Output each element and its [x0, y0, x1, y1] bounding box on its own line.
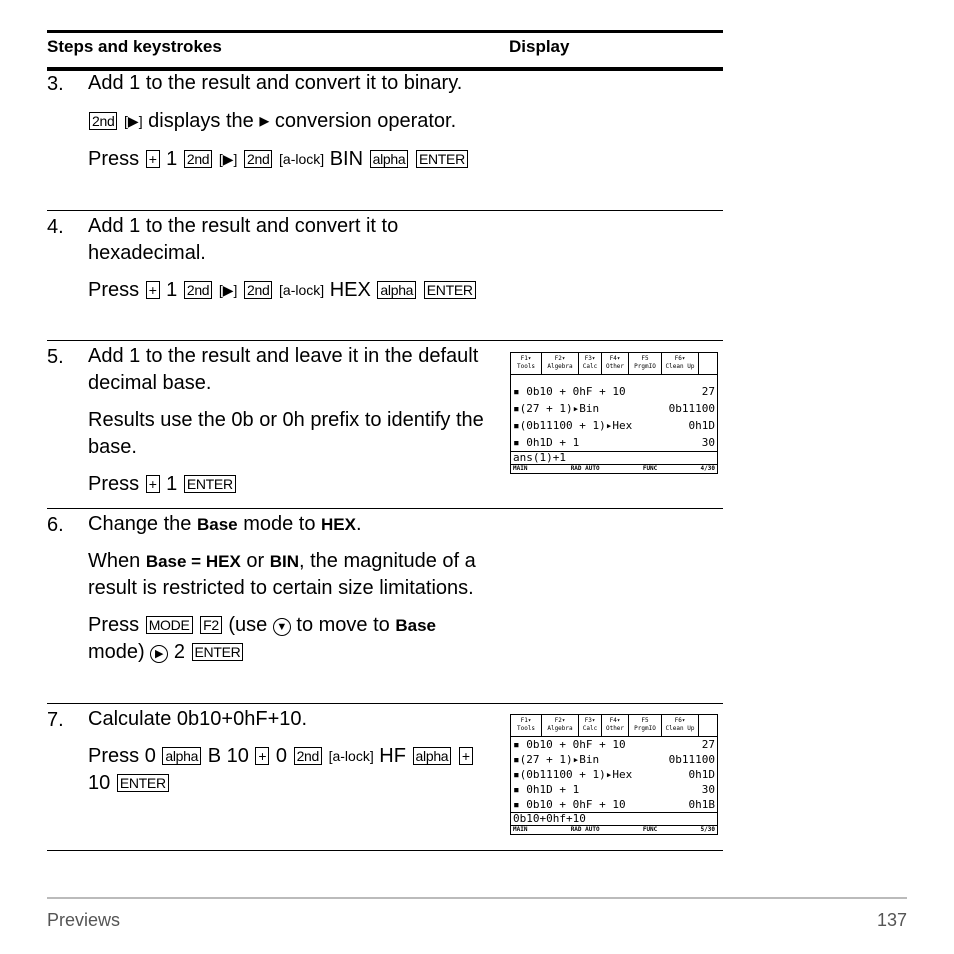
- row-divider: [47, 210, 723, 211]
- toolbar-f1: F1▾ Tools: [511, 353, 542, 374]
- step-number: 4.: [47, 216, 64, 238]
- header-top-rule: [47, 30, 723, 33]
- step-number: 5.: [47, 346, 64, 368]
- calc-toolbar: [511, 715, 717, 737]
- calculator-screen: [510, 352, 718, 474]
- key-2nd: 2nd: [294, 747, 322, 765]
- row-divider: [47, 850, 723, 851]
- key-plus: +: [146, 281, 160, 299]
- toolbar-f4: F4▾ Other: [602, 715, 629, 736]
- key-right: [▶]: [218, 151, 238, 167]
- step-title: Add 1 to the result and convert it to hexadecimal.: [88, 215, 399, 264]
- step-number: 3.: [47, 73, 64, 95]
- key-alock: [a-lock]: [328, 748, 374, 764]
- history-row: ▪ 0b10 + 0hF + 10 0h1B: [513, 798, 715, 811]
- row-divider: [47, 703, 723, 704]
- history-row: ▪(27 + 1)▸Bin 0b11100: [513, 753, 715, 766]
- key-enter: ENTER: [184, 475, 236, 493]
- status-line: MAIN RAD AUTO FUNC 5/30: [511, 825, 717, 834]
- key-alock: [a-lock]: [279, 151, 325, 167]
- toolbar-f2: F2▾ Algebra: [542, 715, 579, 736]
- page-number: 137: [876, 910, 907, 930]
- step-5: [88, 343, 498, 498]
- step-4: [88, 213, 498, 304]
- toolbar-f6: F6▾ Clean Up: [662, 353, 699, 374]
- step-title: Calculate 0b10+0hF+10.: [88, 708, 308, 730]
- key-alpha: alpha: [413, 747, 452, 765]
- key-plus: +: [146, 150, 160, 168]
- step-press: Press + 1 2nd [▶] 2nd [a-lock] HEX alpha ENTER: [88, 277, 498, 304]
- key-plus: +: [146, 475, 160, 493]
- step-press: Press 0 alpha B 10 + 0 2nd [a-lock] HF alpha + 10 ENTER: [88, 743, 498, 797]
- toolbar-f3: F3▾ Calc: [579, 353, 602, 374]
- step-note: When Base = HEX or BIN, the magnitude of a result is restricted to certain size limitations.: [88, 550, 476, 599]
- step-title: Add 1 to the result and leave it in the default decimal base.: [88, 345, 479, 394]
- row-divider: [47, 340, 723, 341]
- toolbar-f3: F3▾ Calc: [579, 715, 602, 736]
- step-number: 6.: [47, 514, 64, 536]
- footer-section: Previews: [47, 910, 121, 930]
- key-enter: ENTER: [424, 281, 476, 299]
- status-line: MAIN RAD AUTO FUNC 4/30: [511, 464, 717, 473]
- key-2nd: 2nd: [244, 281, 272, 299]
- key-alock: [a-lock]: [279, 282, 325, 298]
- key-enter: ENTER: [117, 774, 169, 792]
- toolbar-f5: F5 PrgmIO: [629, 715, 662, 736]
- entry-line: ans(1)+1: [511, 451, 717, 464]
- step-press: Press MODE F2 (use ▼ to move to Base mode) ▶ 2 ENTER: [88, 614, 436, 663]
- key-mode: MODE: [146, 616, 193, 634]
- key-plus: +: [255, 747, 269, 765]
- step-press: Press + 1 2nd [▶] 2nd [a-lock] BIN alpha ENTER: [88, 146, 498, 173]
- entry-line: 0b10+0hf+10: [511, 812, 717, 825]
- calc-toolbar: [511, 353, 717, 375]
- key-2nd: 2nd: [184, 281, 212, 299]
- history-row: ▪(27 + 1)▸Bin 0b11100: [513, 402, 715, 415]
- row-divider: [47, 508, 723, 509]
- footer-rule: [47, 897, 907, 899]
- step-desc: 2nd [▶] displays the ▸ conversion operator.: [88, 108, 498, 135]
- toolbar-f2: F2▾ Algebra: [542, 353, 579, 374]
- history-row: ▪ 0h1D + 1 30: [513, 436, 715, 449]
- toolbar-f5: F5 PrgmIO: [629, 353, 662, 374]
- step-6: [88, 511, 498, 666]
- step-number: 7.: [47, 709, 64, 731]
- calculator-screen: [510, 714, 718, 835]
- step-3: [88, 70, 498, 173]
- step-7: [88, 706, 498, 797]
- header-steps: Steps and keystrokes: [47, 37, 222, 56]
- header-display: Display: [509, 37, 570, 56]
- step-note: Results use the 0b or 0h prefix to identify the base.: [88, 409, 484, 458]
- key-2nd: 2nd: [244, 150, 272, 168]
- cursor-down-icon: ▼: [273, 618, 291, 636]
- cursor-right-icon: ▶: [150, 645, 168, 663]
- history-row: ▪ 0h1D + 1 30: [513, 783, 715, 796]
- step-press: Press + 1 ENTER: [88, 471, 498, 498]
- key-2nd: 2nd: [89, 112, 117, 130]
- key-2nd: 2nd: [184, 150, 212, 168]
- key-enter: ENTER: [416, 150, 468, 168]
- key-right: [▶]: [218, 282, 238, 298]
- step-title: Change the Base mode to HEX.: [88, 513, 362, 535]
- history-row: ▪(0b11100 + 1)▸Hex 0h1D: [513, 768, 715, 781]
- key-alpha: alpha: [162, 747, 201, 765]
- key-enter: ENTER: [192, 643, 244, 661]
- key-alpha: alpha: [377, 281, 416, 299]
- history-row: ▪(0b11100 + 1)▸Hex 0h1D: [513, 419, 715, 432]
- toolbar-f1: F1▾ Tools: [511, 715, 542, 736]
- key-alpha: alpha: [370, 150, 409, 168]
- key-right: [▶]: [124, 113, 143, 129]
- key-plus: +: [459, 747, 473, 765]
- key-f2: F2: [200, 616, 222, 634]
- history-row: ▪ 0b10 + 0hF + 10 27: [513, 385, 715, 398]
- toolbar-f4: F4▾ Other: [602, 353, 629, 374]
- step-title: Add 1 to the result and convert it to binary.: [88, 72, 463, 94]
- history-row: ▪ 0b10 + 0hF + 10 27: [513, 738, 715, 751]
- toolbar-f6: F6▾ Clean Up: [662, 715, 699, 736]
